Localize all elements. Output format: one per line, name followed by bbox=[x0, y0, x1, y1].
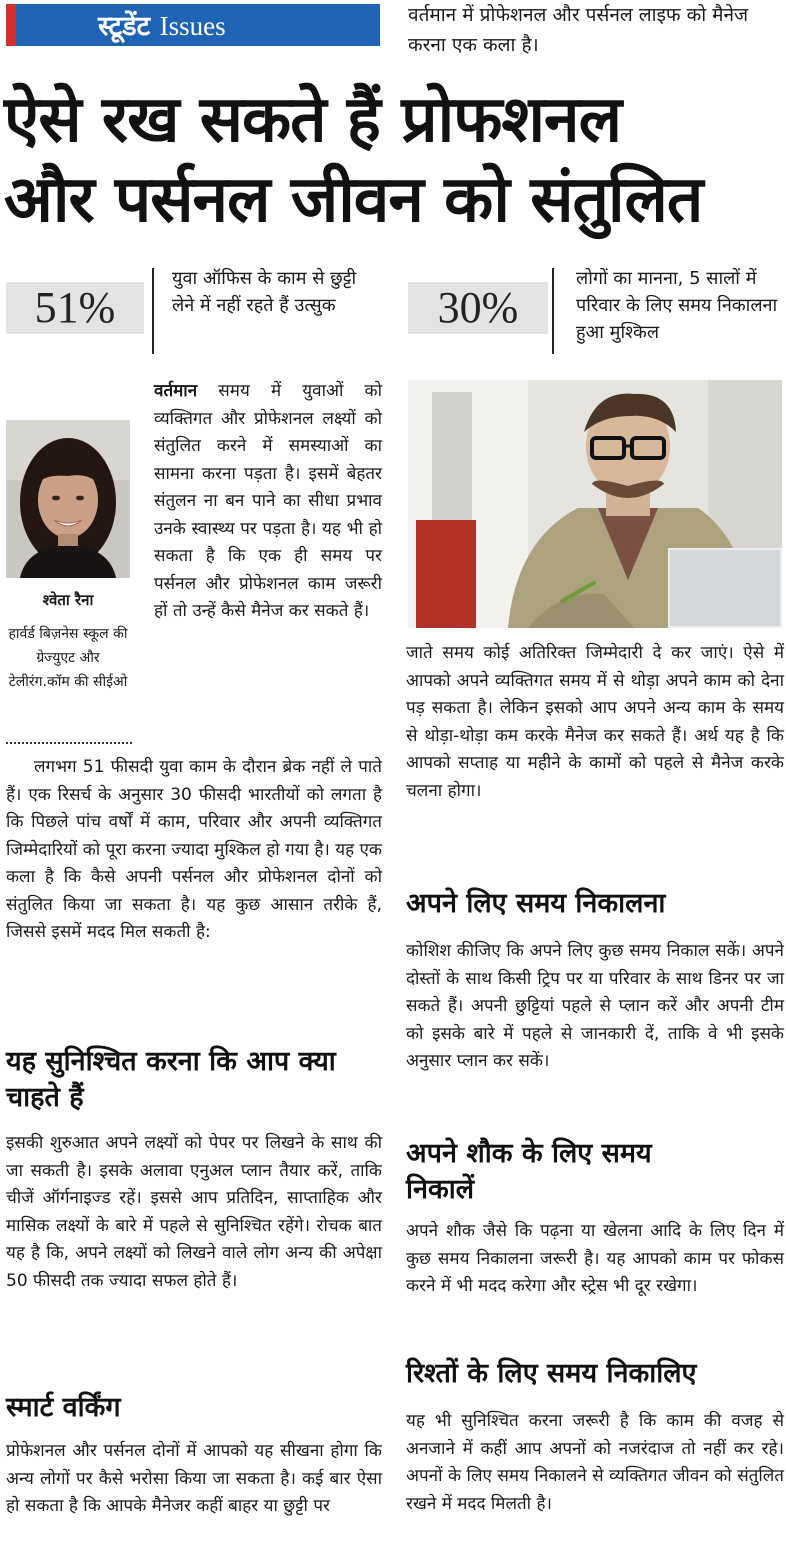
stat-divider-1 bbox=[152, 268, 154, 354]
section-4-heading: अपने शौक के लिए समय निकालें bbox=[406, 1138, 652, 1205]
continued-paragraph: जाते समय कोई अतिरिक्त जिम्मेदारी दे कर जाएं। ऐसे में आपको अपने व्यक्तिगत समय में से थोड़ा अपने काम को देना पड़ सकता है। लेकिन इसको आप अपने अन्य काम के समय से थोड़ा-थोड़ा कम करके मैनेज कर सकते हैं। अर्थ यह है कि आपको सप्ताह या महीने के कामों को पहले से मैनेज करके चलना होगा। bbox=[406, 643, 784, 801]
lead-text: समय में युवाओं को व्यक्तिगत और प्रोफेशनल लक्ष्यों को संतुलित करने में समस्याओं का सामना करना पड़ता है। इसमें बेहतर संतुलन ना बन पाने का सीधा प्रभाव उनके स्वास्थ्य पर पड़ता है। यह भी हो सकता है कि एक ही समय पर पर्सनल और प्रोफेशनल काम जरूरी हों तो उन्हें कैसे मैनेज कर सकते हैं। bbox=[154, 381, 382, 621]
section-5-body: यह भी सुनिश्चित करना जरूरी है कि काम की वजह से अनजाने में कहीं आप अपनों को नजरंदाज तो नहीं कर रहे। अपनों के लिए समय निकालने से व्यक्तिगत जीवन को संतुलित रखने में मदद मिलती है। bbox=[406, 1411, 784, 1514]
stat-divider-2 bbox=[552, 268, 554, 354]
stat-box-1 bbox=[6, 282, 144, 334]
section-tag-english: Issues bbox=[159, 11, 226, 41]
stat-text-2: लोगों का मानना, 5 सालों में परिवार के लिए समय निकालना हुआ मुश्किल bbox=[576, 268, 778, 343]
photo-float-space bbox=[6, 378, 154, 752]
section-5-heading: रिश्तों के लिए समय निकालिए bbox=[406, 1358, 697, 1389]
stat-box-2 bbox=[408, 282, 548, 334]
author-role: हार्वर्ड बिज़नेस स्कूल की ग्रेज्युएट और टेलीरंग.कॉम की सीईओ bbox=[8, 626, 128, 690]
paragraph-2: लगभग 51 फीसदी युवा काम के दौरान ब्रेक नहीं ले पाते हैं। एक रिसर्च के अनुसार 30 फीसदी भारतीयों को लगता है कि पिछले पांच वर्षों में काम, परिवार और अपनी व्यक्तिगत जिम्मेदारियों को पूरा करना ज्यादा मुश्किल हो गया है। यह एक कला है कि कैसे अपनी पर्सनल और प्रोफेशनल दोनों को संतुलित किया जा सकता है। यह कुछ आसान तरीके हैं, जिससे इसमें मदद मिल सकती है: bbox=[6, 757, 382, 942]
stat-value-1: 51% bbox=[34, 283, 116, 332]
headline-line-2: और पर्सनल जीवन को संतुलित bbox=[4, 163, 703, 237]
headline bbox=[4, 80, 784, 240]
section-1-heading: यह सुनिश्चित करना कि आप क्या चाहते हैं bbox=[6, 1046, 336, 1113]
section-4-body: अपने शौक जैसे कि पढ़ना या खेलना आदि के लिए दिन में कुछ समय निकालना जरूरी है। यह आपको काम पर फोकस करने में भी मदद करेगा और स्ट्रेस भी दूर रखेगा। bbox=[406, 1221, 784, 1296]
stat-value-2: 30% bbox=[437, 283, 519, 332]
section-tag-hindi: स्टूडेंट bbox=[98, 11, 151, 42]
article-photo bbox=[408, 380, 782, 628]
section-3-body: कोशिश कीजिए कि अपने लिए कुछ समय निकाल सकें। अपने दोस्तों के साथ किसी ट्रिप पर या परिवार के साथ डिनर पर जा सकते हैं। अपनी छुट्टियां पहले से प्लान करें और अपनी टीम को इसके बारे में पहले से जानकारी दें, ताकि वे भी इसके अनुसार प्लान कर सकें। bbox=[406, 941, 784, 1071]
section-2-body: प्रोफेशनल और पर्सनल दोनों में आपको यह सीखना होगा कि अन्य लोगों पर कैसे भरोसा किया जा सकता है। कई बार ऐसा हो सकता है कि आपके मैनेजर कहीं बाहर या छुट्टी पर bbox=[6, 1441, 382, 1516]
section-3-heading: अपने लिए समय निकालना bbox=[406, 888, 666, 919]
section-tag-accent bbox=[6, 4, 16, 46]
intro-text: वर्तमान में प्रोफेशनल और पर्सनल लाइफ को मैनेज करना एक कला है। bbox=[408, 4, 749, 56]
section-1-body: इसकी शुरुआत अपने लक्ष्यों को पेपर पर लिखने के साथ की जा सकती है। इसके अलावा एनुअल प्लान तैयार करें, ताकि चीजें ऑर्गनाइज्ड रहें। इससे आप प्रतिदिन, साप्ताहिक और मासिक लक्ष्यों के बारे में पहले से सुनिश्चित रहेंगे। रोचक बात यह है कि, अपने लक्ष्यों को लिखने वाले लोग अन्य की अपेक्षा 50 फीसदी तक ज्यादा सफल होते हैं। bbox=[6, 1133, 382, 1291]
section-2-heading: स्मार्ट वर्किंग bbox=[6, 1392, 121, 1423]
lead-word: वर्तमान bbox=[154, 381, 198, 401]
author-name: श्वेता रैना bbox=[42, 591, 94, 609]
headline-line-1: ऐसे रख सकते हैं प्रोफशनल bbox=[4, 83, 621, 157]
stat-text-1: युवा ऑफिस के काम से छुट्टी लेने में नहीं रहते हैं उत्सुक bbox=[172, 268, 357, 316]
lead-paragraph bbox=[6, 378, 382, 748]
section-tag bbox=[6, 4, 380, 46]
